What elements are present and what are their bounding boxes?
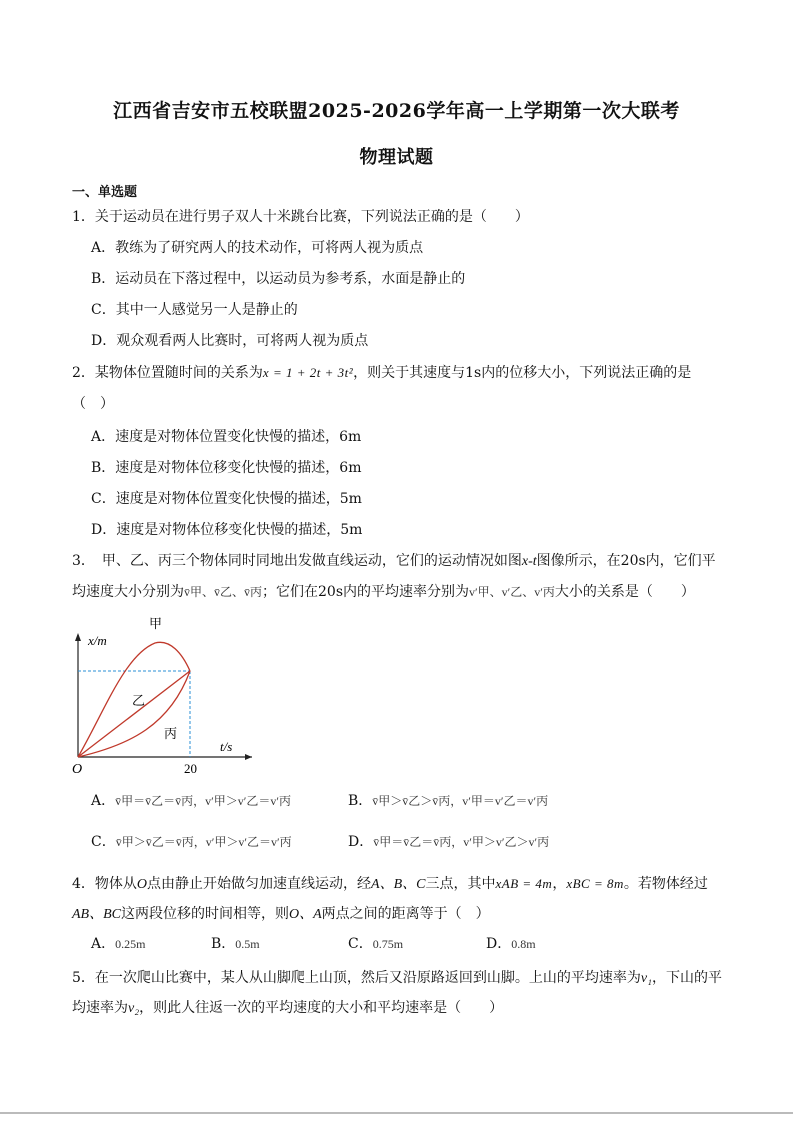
q4-point-o: O	[136, 877, 148, 892]
x-tick-20: 20	[184, 761, 197, 776]
q2-formula: x = 1 + 2t + 3t²	[262, 365, 354, 380]
q4-points-oa: O、A	[289, 907, 322, 922]
q3-option-d-expr: v̄甲＝v̄乙＝v̄丙，v′甲＞v′乙＞v′丙	[373, 835, 550, 849]
label-yi: 乙	[132, 694, 146, 709]
exam-subtitle: 物理试题	[359, 147, 434, 168]
q3-velocity-symbols: v̄甲、v̄乙、v̄丙	[184, 585, 263, 599]
q3-stem-text-a: 3． 甲、乙、丙三个物体同时同地出发做直线运动，它们的运动情况如图	[72, 553, 522, 569]
q5-v1: v₁	[640, 971, 652, 986]
origin-label: O	[72, 762, 83, 777]
q2-stem-text-a: 2．某物体位置随时间的关系为	[72, 365, 263, 381]
q3-stem-text-d: ；它们在20s内的平均速率分别为	[262, 584, 470, 600]
q5-text-a: 5．在一次爬山比赛中，某人从山脚爬上山顶，然后又沿原路返回到山脚。上山的平均速率为	[72, 970, 641, 986]
page-bottom-divider	[0, 1112, 793, 1114]
section-heading: 一、单选题	[72, 185, 138, 200]
q4-xab: xAB = 4m	[495, 876, 553, 891]
q4-xbc: xBC = 8m	[566, 876, 624, 891]
q4-option-a-value: 0.25m	[115, 937, 146, 951]
q4-option-d-value: 0.8m	[511, 937, 536, 951]
q1-stem: 1．关于运动员在进行男子双人十米跳台比赛，下列说法正确的是（ ）	[72, 209, 529, 225]
q3-option-d-letter: D．	[348, 834, 374, 850]
q4-stem-line1: 4．物体从O点由静止开始做匀加速直线运动，经A、B、C三点，其中xAB = 4m，xBC = 8m。若物体经过	[72, 876, 708, 892]
q2-option-b: B．速度是对物体位移变化快慢的描述，6m	[91, 460, 362, 476]
line-yi	[78, 671, 190, 757]
q3-stem-line2	[72, 581, 695, 601]
q4-option-c	[348, 933, 403, 953]
q4-option-d	[486, 933, 536, 953]
q4-option-a	[91, 933, 145, 953]
q5-stem-line2	[72, 997, 503, 1017]
q3-option-b	[348, 790, 548, 810]
q5-stem-line1	[72, 967, 722, 987]
q3-option-a-letter: A．	[91, 793, 116, 809]
q4-option-c-value: 0.75m	[372, 937, 404, 951]
q4-option-b-letter: B．	[211, 936, 236, 952]
q1-option-a: A．教练为了研究两人的技术动作，可将两人视为质点	[91, 240, 424, 256]
q3-option-a-expr: v̄甲＝v̄乙＝v̄丙，v′甲＞v′乙＝v′丙	[115, 794, 292, 808]
q1-option-b: B．运动员在下落过程中，以运动员为参考系，水面是静止的	[91, 271, 466, 287]
q4-option-b	[211, 933, 260, 953]
q3-option-c-letter: C．	[91, 834, 116, 850]
q4-segments: AB、BC	[72, 907, 121, 922]
q4-text-e: 这两段位移的时间相等，则	[121, 906, 289, 922]
q5-v2: v₂	[128, 1001, 140, 1016]
q3-option-b-letter: B．	[348, 793, 373, 809]
q4-stem-line2	[72, 903, 490, 923]
q3-xt-figure	[70, 615, 260, 780]
q2-option-a: A．速度是对物体位置变化快慢的描述，6m	[91, 429, 362, 445]
q4-text-b: 点由静止开始做匀加速直线运动，经	[147, 876, 372, 892]
q5-text-d: ，则此人往返一次的平均速度的大小和平均速率是（ ）	[139, 1000, 504, 1016]
x-axis-arrow-icon	[75, 633, 81, 641]
q2-answer-paren: （ ）	[72, 396, 114, 412]
q1-option-d: D．观众观看两人比赛时，可将两人视为质点	[91, 333, 369, 349]
q2-option-d: D．速度是对物体位移变化快慢的描述，5m	[91, 522, 363, 538]
t-axis-arrow-icon	[245, 754, 252, 760]
q2-stem	[72, 362, 691, 382]
q2-option-c: C．速度是对物体位置变化快慢的描述，5m	[91, 491, 362, 507]
q3-stem-text-e: 大小的关系是（ ）	[554, 584, 695, 600]
q4-option-a-letter: A．	[91, 936, 116, 952]
q3-stem-text-c: 均速度大小分别为	[72, 584, 184, 600]
q3-xt-label: x-t	[521, 554, 537, 569]
q2-stem-text-b: ，则关于其速度与1s内的位移大小，下列说法正确的是	[353, 365, 692, 381]
q3-option-c-expr: v̄甲＞v̄乙＝v̄丙，v′甲＞v′乙＝v′丙	[115, 835, 292, 849]
x-axis-label: t/s	[220, 739, 233, 754]
q4-option-d-letter: D．	[486, 936, 512, 952]
q5-text-c: 均速率为	[72, 1000, 128, 1016]
q3-option-b-expr: v̄甲＞v̄乙＞v̄丙，v′甲＝v′乙＝v′丙	[372, 794, 549, 808]
label-jia: 甲	[149, 617, 163, 632]
q3-stem-text-b: 图像所示，在20s内，它们平	[536, 553, 716, 569]
q3-rate-symbols: v′甲、v′乙、v′丙	[469, 585, 555, 599]
q5-text-b: ，下山的平	[652, 970, 722, 986]
y-axis-label: x/m	[88, 633, 107, 648]
q4-text-d: 。若物体经过	[623, 876, 708, 892]
q4-option-b-value: 0.5m	[235, 937, 260, 951]
q4-text-f: 两点之间的距离等于（ ）	[321, 906, 490, 922]
q4-option-c-letter: C．	[348, 936, 373, 952]
q4-text-c: 三点，其中	[425, 876, 496, 892]
q3-option-c	[91, 831, 292, 851]
q3-option-a	[91, 790, 291, 810]
q3-option-d	[348, 831, 549, 851]
q4-text-a: 4．物体从	[72, 876, 137, 892]
exam-title: 江西省吉安市五校联盟2025-2026学年高一上学期第一次大联考	[113, 100, 680, 122]
q4-points-abc: A、B、C	[371, 877, 426, 892]
label-bing: 丙	[164, 727, 178, 742]
q1-option-c: C．其中一人感觉另一人是静止的	[91, 302, 298, 318]
q3-stem-line1	[72, 550, 716, 570]
